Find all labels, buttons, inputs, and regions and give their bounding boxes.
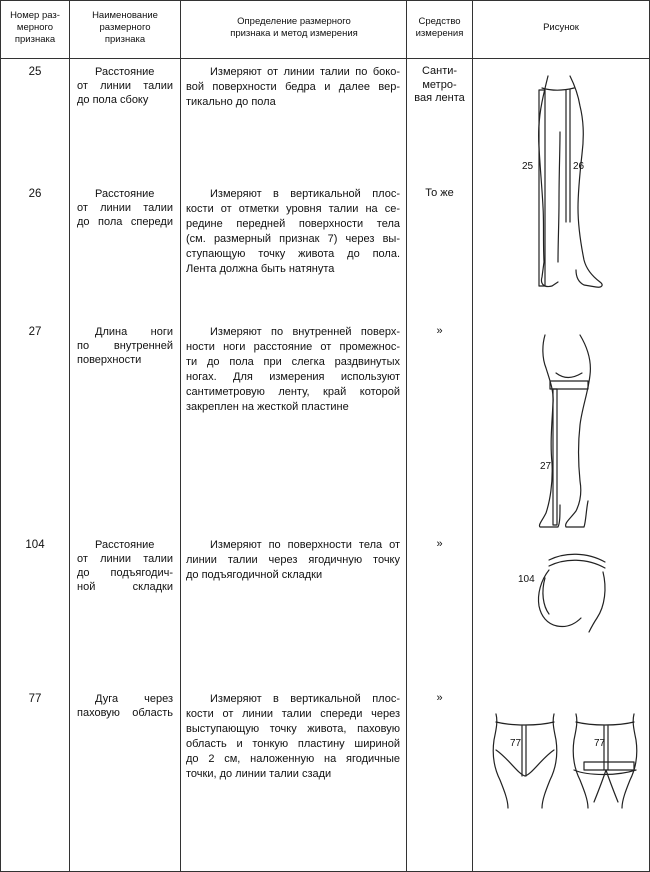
figure-label-26: 26 <box>573 161 585 172</box>
col-divider <box>406 0 407 872</box>
figure-label-25: 25 <box>522 161 534 172</box>
row-27-definition: Измеряют по внутренней поверх- ности ноги расстояние от промежнос- ти до пола при слегка раздвинутых ногах. Для измерения используют сантиметровую ленту, край которой закреплен на жесткой пластине <box>186 326 400 413</box>
row-77-definition: Измеряют в вертикальной плос- кости от линии талии спереди через выступающую точку живота, паховую область и тонкую пластину шириной до 2 см, наложенную на ягодичные точки, до линии талии сзади <box>186 693 400 780</box>
row-27-tool: » <box>436 325 443 337</box>
col-divider <box>69 0 70 872</box>
col-divider <box>472 0 473 872</box>
row-104-name: Расстояние от линии талии до подъягодич- ной складки <box>77 539 173 593</box>
row-77-name: Дуга через паховую область <box>77 693 173 719</box>
header-definition: Определение размерного признака и метод измерения <box>230 16 358 39</box>
row-25-name: Расстояние от линии талии до пола сбоку <box>77 66 173 106</box>
row-26-definition: Измеряют в вертикальной плос- кости от отметки уровня талии на се- редине передней поверхности тела (см. размерный признак 7) через вы- ступающую точку живота до пола. Лента должна быть натянута <box>186 188 400 275</box>
figure-label-77-front: 77 <box>510 738 522 749</box>
header-bottom-border <box>0 58 650 59</box>
header-num: Номер раз- мерного признака <box>10 10 60 45</box>
table-left-border <box>0 0 1 872</box>
row-104-definition: Измеряют по поверхности тела от линии талии через ягодичную точку до подъягодичной складки <box>186 539 400 581</box>
figure-hips-front <box>490 710 560 810</box>
row-27-name: Длина ноги по внутренней поверхности <box>77 326 173 366</box>
row-77-num: 77 <box>28 693 42 705</box>
figure-legs-side-front <box>512 72 612 297</box>
figure-hips-back <box>568 710 640 810</box>
header-tool: Средство измерения <box>415 16 464 39</box>
row-104-tool: » <box>436 538 443 550</box>
row-77-tool: » <box>436 692 443 704</box>
header-name: Наименование размерного признака <box>92 10 158 45</box>
figure-buttocks-side <box>515 548 610 636</box>
figure-leg-inner-length <box>520 333 610 533</box>
table-top-border <box>0 0 650 1</box>
row-26-num: 26 <box>28 188 42 200</box>
col-divider <box>180 0 181 872</box>
row-25-tool: Санти- метро- вая лента <box>414 65 465 104</box>
header-figure: Рисунок <box>543 22 579 33</box>
row-27-num: 27 <box>28 326 42 338</box>
row-26-name: Расстояние от линии талии до пола спереди <box>77 188 173 228</box>
figure-label-27: 27 <box>540 461 552 472</box>
row-26-tool: То же <box>425 187 454 199</box>
row-25-num: 25 <box>28 66 42 78</box>
row-25-definition: Измеряют от линии талии по боко- вой поверхности бедра и далее вер- тикально до пола <box>186 66 400 108</box>
figure-label-77-back: 77 <box>594 738 606 749</box>
row-104-num: 104 <box>25 539 45 551</box>
figure-label-104: 104 <box>518 574 535 585</box>
